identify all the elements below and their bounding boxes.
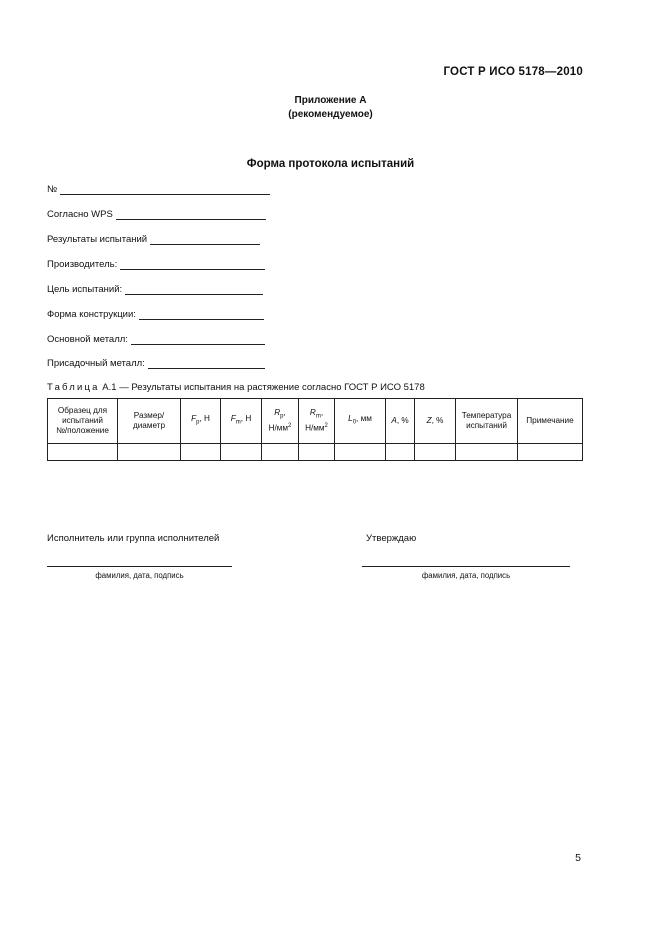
field-purpose — [47, 284, 263, 295]
appendix-title: Приложение А — [294, 95, 367, 106]
field-label: Согласно WPS — [47, 209, 113, 220]
page-number: 5 — [575, 852, 581, 864]
table-caption — [47, 382, 425, 393]
header-fp: $F_p$, Н — [181, 399, 221, 444]
signature-left-hint: фамилия, дата, подпись — [95, 571, 184, 580]
field-input-line[interactable] — [150, 234, 260, 245]
table-caption-text: А.1 — Результаты испытания на растяжение согласно ГОСТ Р ИСО 5178 — [102, 382, 425, 393]
table-cell[interactable] — [262, 444, 299, 461]
header-size: Размер/ диаметр — [118, 399, 181, 444]
table-caption-prefix: Таблица — [47, 382, 100, 393]
field-construction — [47, 309, 264, 320]
header-a: A, % — [386, 399, 415, 444]
field-label: Форма конструкции: — [47, 309, 136, 320]
header-temperature: Температура испытаний — [456, 399, 518, 444]
header-rm: $R_m$, $Н/мм^2$ — [299, 399, 335, 444]
field-label: Присадочный металл: — [47, 358, 145, 369]
table-cell[interactable] — [518, 444, 583, 461]
signature-left-line[interactable] — [47, 566, 232, 567]
field-input-line[interactable] — [125, 284, 263, 295]
field-label: Производитель: — [47, 259, 118, 270]
field-label: Цель испытаний: — [47, 284, 123, 295]
field-label: Основной металл: — [47, 334, 128, 345]
form-title: Форма протокола испытаний — [246, 158, 415, 170]
table-cell[interactable] — [221, 444, 262, 461]
table-cell[interactable] — [456, 444, 518, 461]
table-cell[interactable] — [118, 444, 181, 461]
table-cell[interactable] — [181, 444, 221, 461]
field-manufacturer — [47, 259, 265, 270]
field-filler-metal — [47, 358, 265, 369]
header-rp: $R_p$, $Н/мм^2$ — [262, 399, 299, 444]
field-input-line[interactable] — [148, 358, 265, 369]
signature-left-label: Исполнитель или группа исполнителей — [47, 533, 220, 544]
table-cell[interactable] — [415, 444, 456, 461]
table-cell[interactable] — [386, 444, 415, 461]
header-l0: $L_0$, мм — [335, 399, 386, 444]
appendix-heading — [0, 94, 661, 122]
field-number — [47, 184, 270, 195]
field-input-line[interactable] — [139, 309, 264, 320]
appendix-subtitle: (рекомендуемое) — [288, 109, 373, 120]
table-cell[interactable] — [48, 444, 118, 461]
field-wps — [47, 209, 266, 220]
signature-right-label: Утверждаю — [366, 533, 417, 544]
field-label: № — [47, 184, 58, 195]
document-code: ГОСТ Р ИСО 5178—2010 — [443, 66, 583, 78]
signature-right-line[interactable] — [362, 566, 570, 567]
table-cell[interactable] — [299, 444, 335, 461]
field-input-line[interactable] — [60, 184, 270, 195]
field-base-metal — [47, 334, 265, 345]
field-input-line[interactable] — [120, 259, 265, 270]
results-table — [47, 398, 583, 461]
signature-right-hint: фамилия, дата, подпись — [421, 571, 511, 580]
header-fm: $F_m$, Н — [221, 399, 262, 444]
table-header-row — [48, 399, 583, 444]
field-label: Результаты испытаний — [47, 234, 148, 245]
field-input-line[interactable] — [116, 209, 266, 220]
table-row — [48, 444, 583, 461]
header-specimen: Образец для испытаний №/положение — [48, 399, 118, 444]
table-cell[interactable] — [335, 444, 386, 461]
header-z: Z, % — [415, 399, 456, 444]
header-note: Примечание — [518, 399, 583, 444]
field-input-line[interactable] — [131, 334, 265, 345]
field-results — [47, 234, 260, 245]
